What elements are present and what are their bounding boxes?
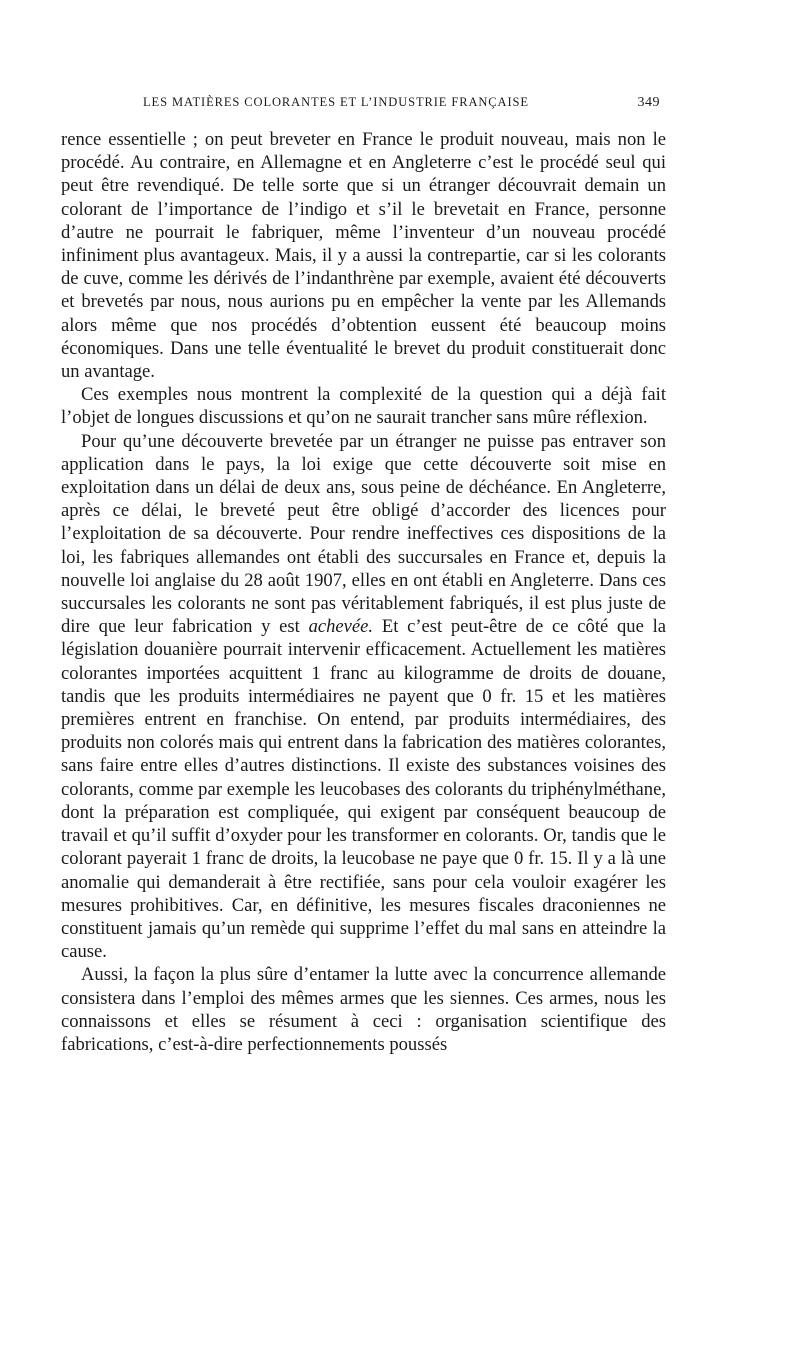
text-segment: Aussi, la façon la plus sûre d’entamer la lutte avec la concurrence allemande consistera dans l’emploi des mêmes armes que les siennes. Ces armes, nous les connaissons et elles se résument à ceci : organisation scientifique des fabrications, c’est-à-dire perfectionnements poussés: [61, 964, 666, 1055]
text-segment: Pour qu’une découverte brevetée par un étranger ne puisse pas entraver son application dans le pays, la loi exige que cette découverte soit mise en exploitation dans un délai de deux ans, sous peine de déchéance. En Angleterre, après ce délai, le breveté peut être obligé d’accorder des licences pour l’exploitation de sa découverte. Pour rendre ineffectives ces dispositions de la loi, les fabriques allemandes ont établi des succursales en France et, depuis la nouvelle loi anglaise du 28 août 1907, elles en ont établi en Angleterre. Dans ces succursales les colorants ne sont pas véritablement fabriqués, il est plus juste de dire que leur fabrication y est: [61, 430, 666, 638]
text-segment: Ces exemples nous montrent la complexité de la question qui a déjà fait l’objet de longues discussions et qu’on ne saurait trancher sans mûre réflexion.: [61, 384, 666, 429]
paragraph: [61, 430, 666, 964]
paragraph: [61, 963, 666, 1056]
paragraph: [61, 383, 666, 429]
text-segment: rence essentielle ; on peut breveter en France le produit nouveau, mais non le procédé. Au contraire, en Allemagne et en Angleterre c’est le procédé seul qui peut être revendiqué. De telle sorte que si un étranger découvrait demain un colorant de l’importance de l’indigo et s’il le brevetait en France, personne d’autre ne pourrait le fabriquer, même l’inventeur d’un nouveau procédé infiniment plus avantageux. Mais, il y a aussi la contrepartie, car si les colorants de cuve, comme les dérivés de l’indanthrène par exemple, avaient été découverts et brevetés par nous, nous aurions pu en empêcher la vente par les Allemands alors même que nos procédés d’obtention eussent été beaucoup moins économiques. Dans une telle éventualité le brevet du produit constituerait donc un avantage.: [61, 129, 666, 383]
italic-text-segment: achevée.: [308, 616, 374, 638]
page-number: 349: [637, 95, 660, 110]
running-title: LES MATIÈRES COLORANTES ET L’INDUSTRIE FRANÇAISE: [143, 95, 529, 109]
body-text: [61, 128, 666, 1056]
text-segment: Et c’est peut-être de ce côté que la législation douanière pourrait intervenir efficacement. Actuellement les matières colorantes importées acquittent 1 franc au kilogramme de droits de douane, tandis que les produits intermédiaires ne payent que 0 fr. 15 et les matières premières entrent en franchise. On entend, par produits intermédiaires, des produits non colorés mais qui entrent dans la fabrication des matières colorantes, sans faire entre elles d’autres distinctions. Il existe des substances voisines des colorants, comme par exemple les leucobases des colorants du triphénylméthane, dont la préparation est compliquée, qui exigent par conséquent beaucoup de travail et qu’il suffit d’oxyder pour les transformer en colorants. Or, tandis que le colorant payerait 1 franc de droits, la leucobase ne paye que 0 fr. 15. Il y a là une anomalie qui demanderait à être rectifiée, sans pour cela vouloir exagérer les mesures prohibitives. Car, en définitive, les mesures fiscales draconiennes ne constituent jamais qu’un remède qui supprime l’effet du mal sans en atteindre la cause.: [61, 616, 666, 963]
running-header: [143, 95, 660, 117]
paragraph: [61, 128, 666, 383]
